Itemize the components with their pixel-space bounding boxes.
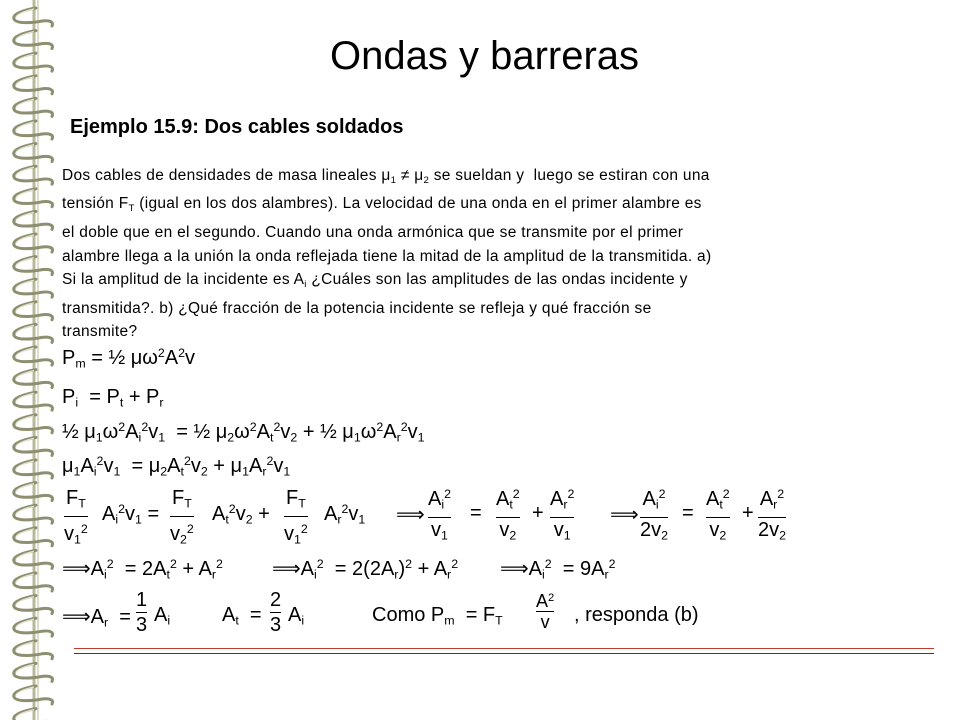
- problem-statement: [62, 164, 932, 344]
- fraction: $F_T$ $v_1^2$: [284, 487, 308, 547]
- equation-power: $P_m$ = ½ $\mu\omega^2A^2v$: [62, 346, 195, 371]
- equation-expanded: ½ $\mu_1\omega^2A_i^2v_1$ = ½ $\mu_2\omega^2A_t^2v_2$ + ½ $\mu_1\omega^2A_r^2v_1$: [62, 420, 425, 445]
- fraction: $A_i^2$ $v_1$: [428, 487, 452, 543]
- fraction: $A_t^2$ $v_2$: [496, 487, 520, 543]
- fraction: 2 3: [270, 589, 282, 636]
- bottom-rule-red: [74, 648, 934, 649]
- slide-title: Ondas y barreras: [330, 34, 640, 78]
- equation-balance: $P_i = P_t + P_r$: [62, 386, 164, 410]
- spiral-binding: [0, 0, 70, 720]
- paragraph-line: tensión $F_T$ (igual en los dos alambres). La velocidad de una onda en el primer alambre es: [62, 195, 702, 215]
- paragraph-line: Dos cables de densidades de masa lineales $\mu_1 \ne \mu_2$ se sueldan y luego se estiran con una: [62, 167, 710, 186]
- fraction: $A_i^2$ $2v_2$: [640, 487, 669, 543]
- fraction: $F_T$ $v_1^2$: [64, 487, 88, 547]
- paragraph-line: transmite?: [62, 323, 138, 341]
- fraction: $A_t^2$ $v_2$: [706, 487, 730, 543]
- bottom-rule-blue: [74, 653, 934, 654]
- equation-reduced: $\mu_1A_i^2v_1 = \mu_2A_t^2v_2 + \mu_1A_r^2v_1$: [62, 454, 291, 479]
- paragraph-line: alambre llega a la unión la onda reflejada tiene la mitad de la amplitud de la transmitida. a): [62, 247, 712, 265]
- paragraph-line: transmitida?. b) ¿Qué fracción de la potencia incidente se refleja y qué fracción se: [62, 299, 652, 317]
- paragraph-line: Si la amplitud de la incidente es $A_i$ ¿Cuáles son las amplitudes de las ondas incidente y: [62, 271, 688, 290]
- paragraph-line: el doble que en el segundo. Cuando una onda armónica que se transmite por el primer: [62, 223, 684, 241]
- implies-arrow: ⟹: [610, 504, 639, 526]
- fraction: $A_r^2$ $v_1$: [550, 487, 575, 543]
- fraction: $F_T$ $v_2^2$: [170, 487, 194, 547]
- fraction: $A^2$ v: [536, 591, 555, 633]
- fraction: 1 3: [136, 589, 148, 636]
- implies-arrow: ⟹: [396, 504, 425, 526]
- example-heading: Ejemplo 15.9: Dos cables soldados: [70, 116, 404, 138]
- fraction: $A_r^2$ $2v_2$: [758, 487, 787, 543]
